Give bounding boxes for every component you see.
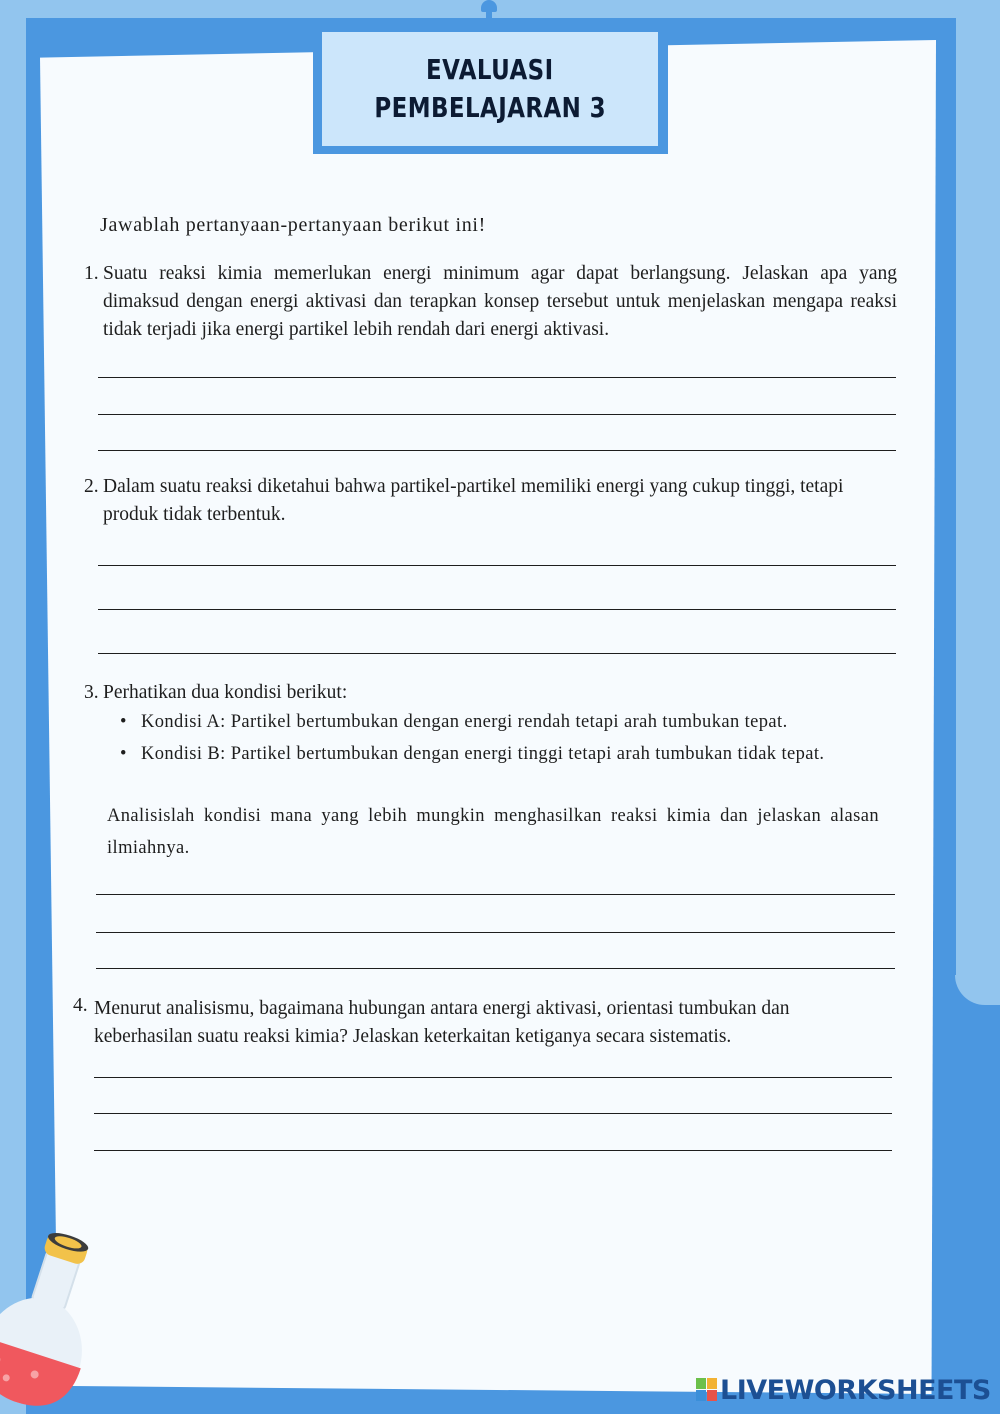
condition-list xyxy=(118,706,878,770)
question-1 xyxy=(84,260,897,344)
question-number: 4. xyxy=(73,995,88,1016)
brand-logo-text: LIVEWORKSHEETS xyxy=(720,1374,991,1406)
question-text: Suatu reaksi kimia memerlukan energi minimum agar dapat berlangsung. Jelaskan apa yang dimaksud dengan energi aktivasi dan terapkan konsep tersebut untuk menjelaskan mengapa reaksi tidak terjadi jika energi partikel lebih rendah dari energi aktivasi. xyxy=(103,263,897,340)
question-4 xyxy=(73,995,878,1051)
question-text: Dalam suatu reaksi diketahui bahwa partikel-partikel memiliki energi yang cukup tinggi, tetapi produk tidak terbentuk. xyxy=(103,476,844,525)
list-item xyxy=(118,738,878,770)
instruction-text: Jawablah pertanyaan-pertanyaan berikut ini! xyxy=(100,214,487,236)
list-item xyxy=(118,706,878,738)
bullet-icon: • xyxy=(120,744,127,764)
answer-line[interactable] xyxy=(94,1150,892,1151)
question-text: Menurut analisismu, bagaimana hubungan antara energi aktivasi, orientasi tumbukan dan keberhasilan suatu reaksi kimia? Jelaskan keterkaitan ketiganya secara sistematis. xyxy=(94,998,790,1047)
liveworksheets-brand xyxy=(696,1374,991,1406)
answer-line[interactable] xyxy=(98,609,896,610)
title-box xyxy=(322,32,658,146)
answer-line[interactable] xyxy=(96,932,895,933)
answer-line[interactable] xyxy=(96,968,895,969)
page-title-line1: EVALUASI xyxy=(426,53,554,86)
answer-line[interactable] xyxy=(96,894,895,895)
question-number: 3. xyxy=(84,682,99,703)
answer-line[interactable] xyxy=(98,565,896,566)
hanger-pin-head xyxy=(481,0,497,12)
answer-line[interactable] xyxy=(94,1113,892,1114)
answer-line[interactable] xyxy=(98,450,896,451)
question-text: Perhatikan dua kondisi berikut: xyxy=(103,682,348,703)
question-3 xyxy=(84,679,884,707)
answer-line[interactable] xyxy=(98,377,896,378)
answer-line[interactable] xyxy=(98,653,896,654)
answer-line[interactable] xyxy=(98,414,896,415)
page-title-line2: PEMBELAJARAN 3 xyxy=(374,91,606,124)
question-3-followup: Analisislah kondisi mana yang lebih mungkin menghasilkan reaksi kimia dan jelaskan alasan ilmiahnya. xyxy=(107,806,879,858)
liveworksheets-logo-icon xyxy=(696,1378,718,1402)
question-2 xyxy=(84,473,897,529)
board-edge-decoration xyxy=(955,980,1000,1414)
bullet-icon: • xyxy=(120,712,127,732)
condition-a-text: Kondisi A: Partikel bertumbukan dengan energi rendah tetapi arah tumbukan tepat. xyxy=(141,712,788,732)
answer-line[interactable] xyxy=(94,1077,892,1078)
condition-b-text: Kondisi B: Partikel bertumbukan dengan energi tinggi tetapi arah tumbukan tidak tepat. xyxy=(141,744,825,764)
potion-flask-icon xyxy=(0,1225,90,1414)
question-number: 2. xyxy=(84,476,99,497)
question-number: 1. xyxy=(84,263,99,284)
